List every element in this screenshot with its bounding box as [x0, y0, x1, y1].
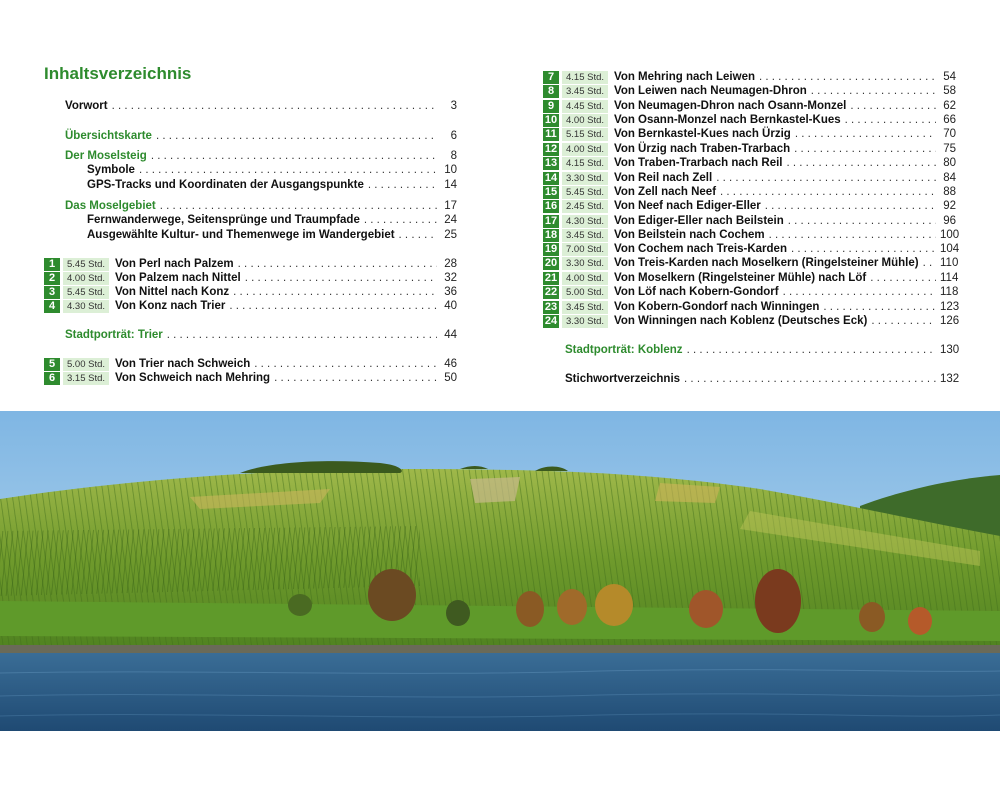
toc-entry-label: Von Bernkastel-Kues nach Ürzig: [614, 128, 791, 140]
toc-entry-page: 123: [940, 301, 960, 313]
tour-number-badge: 18: [544, 229, 558, 241]
toc-tour-entry[interactable]: [44, 299, 457, 313]
toc-entry-label: Von Nittel nach Konz: [115, 286, 230, 298]
toc-entry-page: 66: [943, 114, 956, 126]
toc-entry-label: Von Osann-Monzel nach Bernkastel-Kues: [614, 114, 841, 126]
tour-duration: 5.15 Std.: [562, 128, 608, 141]
toc-entry-kulturwege[interactable]: [87, 228, 457, 242]
leader-dots: [811, 85, 936, 97]
tour-number-badge: 24: [544, 315, 558, 327]
toc-entry-page: 44: [444, 329, 457, 341]
toc-entry-label: Fernwanderwege, Seitensprünge und Traumpfade: [87, 214, 360, 226]
leader-dots: [845, 114, 936, 126]
toc-entry-page: 114: [940, 272, 959, 284]
leader-dots: [783, 286, 936, 298]
toc-entry-label: Von Beilstein nach Cochem: [614, 229, 765, 241]
vineyard-landscape-photo: [0, 411, 1000, 731]
leader-dots: [245, 272, 437, 284]
toc-tour-entry[interactable]: [44, 357, 457, 371]
leader-dots: [151, 150, 437, 162]
tour-duration: 4.30 Std.: [562, 215, 608, 228]
leader-dots: [871, 315, 936, 327]
toc-entry-page: 24: [444, 214, 457, 226]
tour-number-badge: 19: [544, 243, 558, 255]
toc-entry-label: Von Ediger-Eller nach Beilstein: [614, 215, 784, 227]
tour-number-badge: 21: [544, 272, 558, 284]
toc-entry-page: 14: [444, 179, 457, 191]
tour-duration: 4.15 Std.: [562, 157, 608, 170]
leader-dots: [160, 200, 437, 212]
toc-entry-page: 118: [940, 286, 959, 298]
toc-tour-entry[interactable]: [543, 228, 960, 242]
toc-tour-entry[interactable]: [543, 314, 960, 328]
toc-tour-entry[interactable]: [543, 285, 959, 299]
tour-duration: 3.30 Std.: [562, 315, 608, 328]
leader-dots: [139, 164, 437, 176]
toc-entry-label: Von Neef nach Ediger-Eller: [614, 200, 761, 212]
leader-dots: [229, 300, 437, 312]
tour-duration: 5.45 Std.: [562, 186, 608, 199]
tour-number-badge: 20: [544, 257, 558, 269]
toc-entry-label: GPS-Tracks und Koordinaten der Ausgangspunkte: [87, 179, 364, 191]
tour-duration: 3.15 Std.: [63, 372, 109, 385]
leader-dots: [368, 179, 437, 191]
toc-entry-page: 54: [943, 71, 956, 83]
tour-duration: 5.45 Std.: [63, 286, 109, 299]
toc-entry-page: 62: [943, 100, 956, 112]
toc-entry-label: Symbole: [87, 164, 135, 176]
toc-entry-moselgebiet[interactable]: [65, 199, 457, 213]
tour-duration: 4.00 Std.: [562, 272, 608, 285]
toc-entry-label: Von Neumagen-Dhron nach Osann-Monzel: [614, 100, 847, 112]
toc-entry-page: 88: [943, 186, 956, 198]
toc-tour-entry[interactable]: [44, 257, 457, 271]
toc-tour-entry[interactable]: [543, 70, 956, 84]
toc-entry-label: Stichwortverzeichnis: [565, 373, 681, 385]
leader-dots: [923, 257, 936, 269]
leader-dots: [716, 172, 936, 184]
leader-dots: [238, 258, 437, 270]
toc-entry-page: 10: [444, 164, 457, 176]
toc-entry-moselsteig[interactable]: [65, 149, 457, 163]
toc-entry-vorwort[interactable]: [65, 99, 457, 113]
toc-entry-page: 28: [444, 258, 457, 270]
toc-entry-page: 100: [940, 229, 960, 241]
tour-duration: 5.00 Std.: [562, 286, 608, 299]
leader-dots: [870, 272, 936, 284]
toc-entry-label: Von Perl nach Palzem: [115, 258, 234, 270]
toc-tour-entry[interactable]: [543, 127, 956, 141]
leader-dots: [788, 215, 936, 227]
tour-number-badge: 9: [543, 100, 559, 113]
toc-entry-page: 17: [444, 200, 457, 212]
toc-tour-entry[interactable]: [44, 271, 457, 285]
tour-number-badge: 16: [544, 200, 558, 212]
toc-tour-entry[interactable]: [44, 285, 457, 299]
leader-dots: [787, 157, 937, 169]
toc-tour-entry[interactable]: [543, 156, 956, 170]
toc-tour-entry[interactable]: [543, 300, 960, 314]
toc-entry-label: Von Löf nach Kobern-Gondorf: [614, 286, 779, 298]
toc-tour-entry[interactable]: [543, 113, 956, 127]
leader-dots: [254, 358, 437, 370]
toc-entry-page: 80: [943, 157, 956, 169]
toc-entry-stichwortverzeichnis[interactable]: [565, 372, 960, 386]
tour-duration: 7.00 Std.: [562, 243, 608, 256]
toc-tour-entry[interactable]: [543, 171, 956, 185]
toc-tour-entry[interactable]: [543, 99, 956, 113]
leader-dots: [156, 130, 437, 142]
tour-duration: 4.30 Std.: [63, 300, 109, 313]
toc-entry-label: Von Treis-Karden nach Moselkern (Ringelsteiner Mühle): [614, 257, 919, 269]
toc-entry-portrait-koblenz[interactable]: [565, 343, 960, 357]
leader-dots: [684, 373, 936, 385]
leader-dots: [112, 100, 437, 112]
tour-number-badge: 1: [44, 258, 60, 271]
tour-number-badge: 2: [44, 272, 60, 285]
toc-entry-page: 126: [940, 315, 960, 327]
toc-entry-page: 110: [940, 257, 959, 269]
tour-number-badge: 6: [44, 372, 60, 385]
toc-entry-page: 32: [444, 272, 457, 284]
tour-duration: 3.45 Std.: [562, 85, 608, 98]
tour-duration: 3.30 Std.: [562, 172, 608, 185]
toc-entry-label: Ausgewählte Kultur- und Themenwege im Wandergebiet: [87, 229, 395, 241]
toc-entry-label: Der Moselsteig: [65, 150, 147, 162]
toc-entry-label: Von Mehring nach Leiwen: [614, 71, 755, 83]
toc-entry-gps[interactable]: [87, 178, 457, 192]
toc-entry-portrait-trier[interactable]: [65, 328, 457, 342]
tour-number-badge: 11: [543, 128, 559, 141]
toc-tour-entry[interactable]: [543, 256, 959, 270]
tour-duration: 4.00 Std.: [562, 114, 608, 127]
toc-entry-label: Von Kobern-Gondorf nach Winningen: [614, 301, 820, 313]
toc-entry-label: Von Winningen nach Koblenz (Deutsches Eck): [614, 315, 868, 327]
toc-entry-label: Von Konz nach Trier: [115, 300, 226, 312]
toc-entry-page: 132: [940, 373, 960, 385]
leader-dots: [795, 128, 936, 140]
leader-dots: [850, 100, 936, 112]
toc-entry-page: 75: [943, 143, 956, 155]
toc-entry-label: Von Trier nach Schweich: [115, 358, 251, 370]
toc-entry-label: Von Traben-Trarbach nach Reil: [614, 157, 783, 169]
toc-entry-page: 40: [444, 300, 457, 312]
toc-entry-label: Von Schweich nach Mehring: [115, 372, 271, 384]
toc-entry-label: Von Ürzig nach Traben-Trarbach: [614, 143, 791, 155]
toc-entry-page: 3: [450, 100, 457, 112]
tour-number-badge: 12: [544, 143, 558, 155]
leader-dots: [765, 200, 936, 212]
tour-duration: 5.00 Std.: [63, 358, 109, 371]
toc-entry-page: 36: [444, 286, 457, 298]
leader-dots: [167, 329, 437, 341]
toc-entry-label: Von Palzem nach Nittel: [115, 272, 241, 284]
leader-dots: [364, 214, 437, 226]
toc-entry-label: Vorwort: [65, 100, 108, 112]
tour-number-badge: 3: [44, 286, 60, 299]
tour-number-badge: 7: [543, 71, 559, 84]
toc-entry-page: 92: [943, 200, 956, 212]
toc-tour-entry[interactable]: [543, 242, 960, 256]
toc-title: Inhaltsverzeichnis: [44, 64, 192, 83]
toc-entry-uebersichtskarte[interactable]: [65, 129, 457, 143]
tour-duration: 3.45 Std.: [562, 229, 608, 242]
tour-duration: 4.00 Std.: [562, 143, 608, 156]
tour-duration: 4.15 Std.: [562, 71, 608, 84]
toc-entry-label: Von Zell nach Neef: [614, 186, 717, 198]
tour-duration: 3.45 Std.: [562, 301, 608, 314]
toc-entry-page: 58: [943, 85, 956, 97]
leader-dots: [791, 243, 936, 255]
tour-duration: 3.30 Std.: [562, 257, 608, 270]
toc-entry-page: 25: [444, 229, 457, 241]
leader-dots: [794, 143, 936, 155]
toc-tour-entry[interactable]: [543, 185, 956, 199]
tour-number-badge: 4: [44, 300, 60, 313]
tour-number-badge: 5: [44, 358, 60, 371]
leader-dots: [769, 229, 936, 241]
toc-entry-label: Das Moselgebiet: [65, 200, 156, 212]
toc-entry-page: 50: [444, 372, 457, 384]
tour-duration: 2.45 Std.: [562, 200, 608, 213]
toc-entry-label: Von Leiwen nach Neumagen-Dhron: [614, 85, 807, 97]
tour-number-badge: 10: [544, 114, 558, 126]
toc-tour-entry[interactable]: [543, 199, 956, 213]
toc-entry-label: Von Cochem nach Treis-Karden: [614, 243, 787, 255]
toc-tour-entry[interactable]: [543, 84, 956, 98]
toc-entry-page: 70: [943, 128, 956, 140]
tour-duration: 5.45 Std.: [63, 258, 109, 271]
leader-dots: [399, 229, 437, 241]
toc-entry-symbole[interactable]: [87, 163, 457, 177]
toc-tour-entry[interactable]: [543, 214, 956, 228]
toc-entry-page: 8: [450, 150, 457, 162]
leader-dots: [687, 344, 936, 356]
toc-tour-entry[interactable]: [44, 371, 457, 385]
toc-entry-label: Stadtporträt: Koblenz: [565, 344, 683, 356]
tour-number-badge: 17: [544, 215, 558, 227]
tour-number-badge: 23: [544, 301, 558, 313]
toc-entry-page: 104: [940, 243, 960, 255]
toc-entry-page: 96: [943, 215, 956, 227]
toc-entry-page: 84: [943, 172, 956, 184]
tour-duration: 4.45 Std.: [562, 100, 608, 113]
tour-number-badge: 8: [543, 85, 559, 98]
toc-entry-page: 6: [450, 130, 457, 142]
toc-entry-label: Von Reil nach Zell: [614, 172, 713, 184]
tour-number-badge: 22: [544, 286, 558, 298]
tour-number-badge: 13: [544, 157, 558, 169]
tour-number-badge: 15: [544, 186, 558, 198]
toc-entry-page: 130: [940, 344, 960, 356]
leader-dots: [759, 71, 936, 83]
leader-dots: [274, 372, 437, 384]
tour-number-badge: 14: [544, 172, 558, 184]
toc-tour-entry[interactable]: [543, 271, 959, 285]
leader-dots: [720, 186, 936, 198]
leader-dots: [823, 301, 936, 313]
tour-duration: 4.00 Std.: [63, 272, 109, 285]
toc-entry-label: Von Moselkern (Ringelsteiner Mühle) nach Löf: [614, 272, 867, 284]
toc-entry-label: Stadtporträt: Trier: [65, 329, 163, 341]
leader-dots: [233, 286, 437, 298]
toc-entry-fernwanderwege[interactable]: [87, 213, 457, 227]
toc-entry-label: Übersichtskarte: [65, 130, 152, 142]
toc-tour-entry[interactable]: [543, 142, 956, 156]
toc-entry-page: 46: [444, 358, 457, 370]
